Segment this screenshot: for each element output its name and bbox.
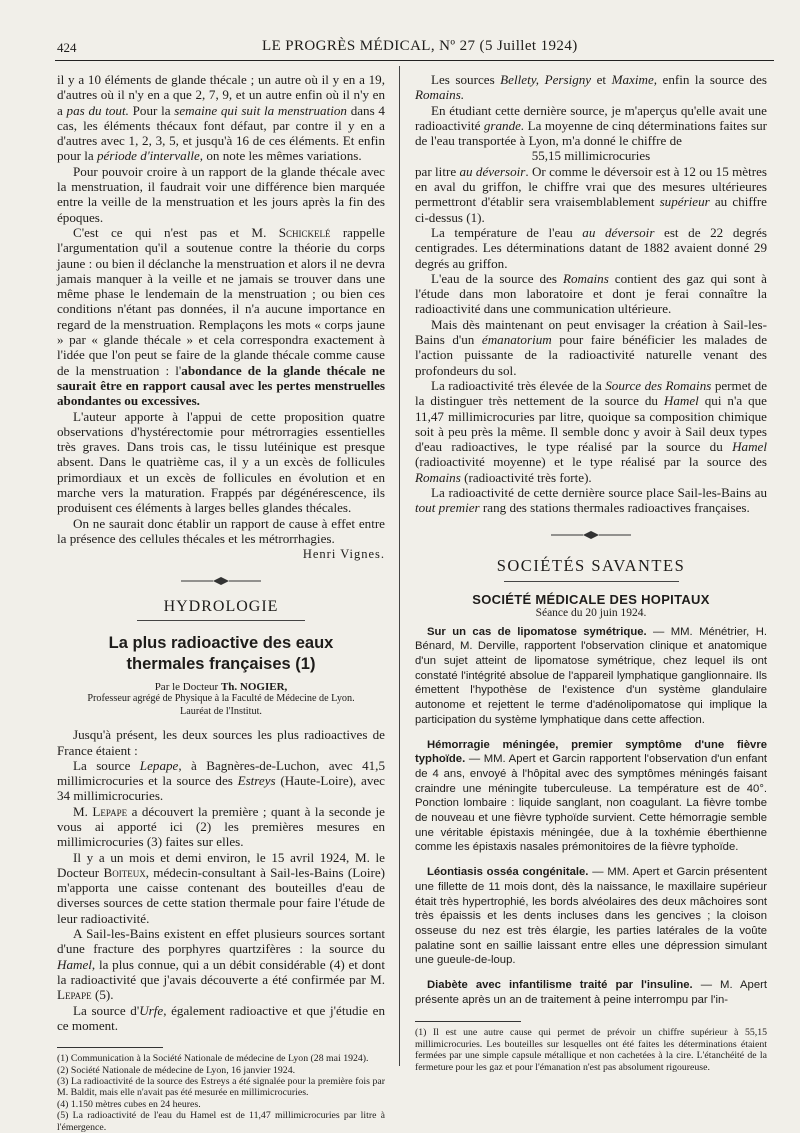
section-heading: HYDROLOGIE <box>163 598 279 616</box>
report-item: Diabète avec infantilisme traité par l'insuline. — M. Apert présente après un an de traitement à peine interrompu par l'in- <box>415 979 768 1006</box>
paragraph: par litre au déversoir. Or comme le déversoir est à 12 ou 15 mètres en aval du griffon, le chiffre vrai que des mesures ultérieures permettront d'établir sera vraisemblablement supérieur au chiffre ci-dessus (1). <box>415 163 767 225</box>
paragraph: La source d'Urfe, également radioactive et que j'étudie en ce moment. <box>57 1002 385 1033</box>
report-item: Hémorragie méningée, premier symptôme d'une fièvre typhoïde. — MM. Apert et Garcin rapportent l'observation d'un enfant de 4 ans, envoyé à l'hôpital avec des symptômes méningés faisant craindre une méningite tuberculeuse. La température est de 40°. Ponction lombaire : liquide sanglant, non coagulant. La fièvre tombe de nouveau et une fièvre typhoïde survient. Cette hémorragie semble une véritable épistaxis méningée, due à la toxhémie éberthienne comme les épistaxis nasales prémonitoires de la fièvre typhoïde. <box>415 738 767 854</box>
paragraph: Les sources Bellety, Persigny et Maxime, enfin la source des Romains. <box>415 72 768 103</box>
paragraph: Pour pouvoir croire à un rapport de la glande thécale avec la menstruation, il faudrait voir une différence bien marquée entre la veille de la menstruation et les jours après la fin des époques. <box>57 163 385 225</box>
paragraph: C'est ce qui n'est pas et M. Schickelé rappelle l'argumentation qu'il a soutenue contre la théorie du corps jaune : ou bien il déclanche la menstruation et alors il ne devra jamais manquer à la veille et ne jamais se trouver dans une même phase le lendemain de la menstruation ; ou bien ces conditions n'étant pas données, il n'a aucune importance en regard de la menstruation. Remplaçons les mots « corps jaune » par « glande thécale » et cela correspondra exactement à l'idée que l'on peut se faire de la glande thécale comme cause de la menstruation : l'abondance de la glande thécale ne saurait être en rapport causal avec les pertes menstruelles abondantes ou excessives. <box>57 224 385 409</box>
session-date: Séance du 20 juin 1924. <box>535 606 647 619</box>
column-divider <box>399 66 400 1066</box>
paragraph: Mais dès maintenant on peut envisager la création à Sail-les-Bains d'un émanatorium pour faire bénéficier les malades de l'action puissante de la radioactivité naturelle venant des profondeurs du sol. <box>415 316 768 378</box>
paragraph: Il y a un mois et demi environ, le 15 avril 1924, M. le Docteur Boiteux, médecin-consultant à Sail-les-Bains (Loire) m'apporta une caisse contenant des bouteilles d'eau de diverses sources de cette station thermale pour faire l'étude de leur radioactivité. <box>57 849 385 926</box>
paragraph: La source Lepape, à Bagnères-de-Luchon, avec 41,5 millimicrocuries et la source des Estreys (Haute-Loire), avec 34 millimicrocuries. <box>57 757 385 804</box>
affiliation: Professeur agrégé de Physique à la Faculté de Médecine de Lyon. <box>87 693 355 705</box>
footnote: (4) 1.150 mètres cubes en 24 heures. <box>57 1098 201 1110</box>
section-rule <box>137 620 305 621</box>
measurement-value: 55,15 millimicrocuries <box>531 148 651 164</box>
article-title: La plus radioactive des eaux <box>108 634 334 653</box>
footnote: (2) Société Nationale de médecine de Lyon, 16 janvier 1924. <box>57 1064 296 1076</box>
article-title: thermales françaises (1) <box>126 655 316 674</box>
paragraph: L'auteur apporte à l'appui de cette proposition quatre observations d'hystérectomie pour métrorragies essentielles très graves. Dans trois cas, le tissu lutéinique est presque absent. Dans le quatrième cas, il y a un excès de follicules primordiaux et un excès de follicules en évolution et en marche vers la maturation. Frappés par dégénérescence, ils produisent ces éléments à larges belles glandes thécales. <box>57 408 385 516</box>
paragraph: Jusqu'à présent, les deux sources les plus radioactives de France étaient : <box>57 727 385 758</box>
paragraph: L'eau de la source des Romains contient des gaz qui sont à l'étude dans mon laboratoire et dont je ferai connaître la radioactivité dans une communication ultérieure. <box>415 270 767 317</box>
right-column <box>415 72 767 1073</box>
footnote: (1) Communication à la Société Nationale de médecine de Lyon (28 mai 1924). <box>57 1053 369 1065</box>
paragraph: La radioactivité très élevée de la Source des Romains permet de la distinguer très nettement de la source du Hamel qui n'a que 11,47 millimicrocuries par litre, quoique sa composition chimique soit à peu près la même. Il semble donc y avoir à Sail deux types d'eau radioactives, le type réalisé par la source du Hamel (radioactivité moyenne) et le type réalisé par la source des Romains (radioactivité très forte). <box>415 377 767 485</box>
section-rule <box>504 581 679 582</box>
paragraph: il y a 10 éléments de glande thécale ; un autre où il y en a 19, d'autres où il n'y en a que 2, 7, 9, et un autre enfin où il n'y en a pas du tout. Pour la semaine qui suit la menstruation dans 4 cas, les éléments thécaux font défaut, par contre il y en a d'autres avec 1, 2, 3, 5, et jusqu'à 16 de ces éléments. Et enfin pour la période d'intervalle, on note les mêmes variations. <box>57 72 385 164</box>
report-item: Léontiasis osséa congénitale. — MM. Apert et Garcin présentent une fillette de 11 mois dont, dès la naissance, le maxillaire supérieur était très hypertrophié, les bords alvéolaires des deux mâchoires sont très épaissis et les dents incluses dans les gencives ; la cloison osseuse du nez est très élargie, les parties latérales de la voûte palatine sont en saillie laissant entre elles une dépression simulant une gueule-de-loup. <box>415 866 768 967</box>
footnote: (1) Il est une autre cause qui permet de prévoir un chiffre supérieur à 55,15 millimicrocuries. Les bouteilles sur lesquelles ont été faites les déterminations étaient fermées par une simple capsule métallique et non cachetées à la cire. L'étanchéité de la fermeture pour les gaz et pour l'émanation n'est pas absolument rigoureuse. <box>415 1027 767 1073</box>
paragraph: En étudiant cette dernière source, je m'aperçus qu'elle avait une radioactivité grande. La moyenne de cinq déterminations faites sur de l'eau transportée à Lyon, m'a donné le chiffre de <box>415 102 767 149</box>
section-heading: SOCIÉTÉS SAVANTES <box>496 555 686 575</box>
report-item: Sur un cas de lipomatose symétrique. — MM. Ménétrier, H. Bénard, M. Derville, rapportent l'observation clinique et anatomique d'un sujet atteint de lipomatose symétrique, chez lequel ils ont constaté l'intégrité absolue de l'appareil lymphatique ganglionnaire. Ils émettent l'hypothèse de l'existence d'un système glandulaire autonome et rejettent le terme d'adénolipomatose qui implique la participation du système lymphatique dans cette affection. <box>415 625 767 726</box>
byline: Par le Docteur Th. NOGIER, <box>154 681 288 694</box>
page-header <box>57 38 770 60</box>
paragraph: M. Lepape a découvert la première ; quant à la seconde je vous ai apporté ici (2) les premières mesures en millimicrocuries (3) faites sur elles. <box>57 803 385 850</box>
paragraph: La radioactivité de cette dernière source place Sail-les-Bains au tout premier rang des stations thermales radioactives françaises. <box>415 485 767 516</box>
author-signature: Henri Vignes. <box>302 547 385 562</box>
footnote-rule <box>57 1047 163 1048</box>
left-column <box>57 72 385 1133</box>
ornament-divider <box>415 528 767 542</box>
society-title: SOCIÉTÉ MÉDICALE DES HOPITAUX <box>472 591 710 607</box>
footnote: (5) La radioactivité de l'eau du Hamel est de 11,47 millimicrocuries par litre à l'émergence. <box>57 1110 385 1133</box>
paragraph: La température de l'eau au déversoir est de 22 degrés centigrades. Les déterminations datant de 1882 avaient donné 29 degrés au griffon. <box>415 224 767 271</box>
running-title: LE PROGRÈS MÉDICAL, Nº 27 (5 Juillet 1924) <box>262 38 578 54</box>
footnote-rule <box>415 1021 521 1022</box>
header-rule <box>55 60 774 61</box>
paragraph: A Sail-les-Bains existent en effet plusieurs sources sortant d'une fracture des porphyres quartzifères : la source du Hamel, la plus connue, qui a un débit considérable (4) et dont la radioactivité que j'avais découverte a été confirmée par M. Lepape (5). <box>57 926 385 1003</box>
affiliation: Lauréat de l'Institut. <box>180 705 262 717</box>
footnote: (3) La radioactivité de la source des Estreys a été signalée pour la première fois par M. Baldit, mais elle n'avait pas été mesurée en millimicrocuries. <box>57 1075 385 1099</box>
page-number: 424 <box>57 40 77 55</box>
paragraph: On ne saurait donc établir un rapport de cause à effet entre la présence des cellules thécales et les métrorrhagies. <box>57 515 385 546</box>
ornament-divider <box>57 574 385 588</box>
